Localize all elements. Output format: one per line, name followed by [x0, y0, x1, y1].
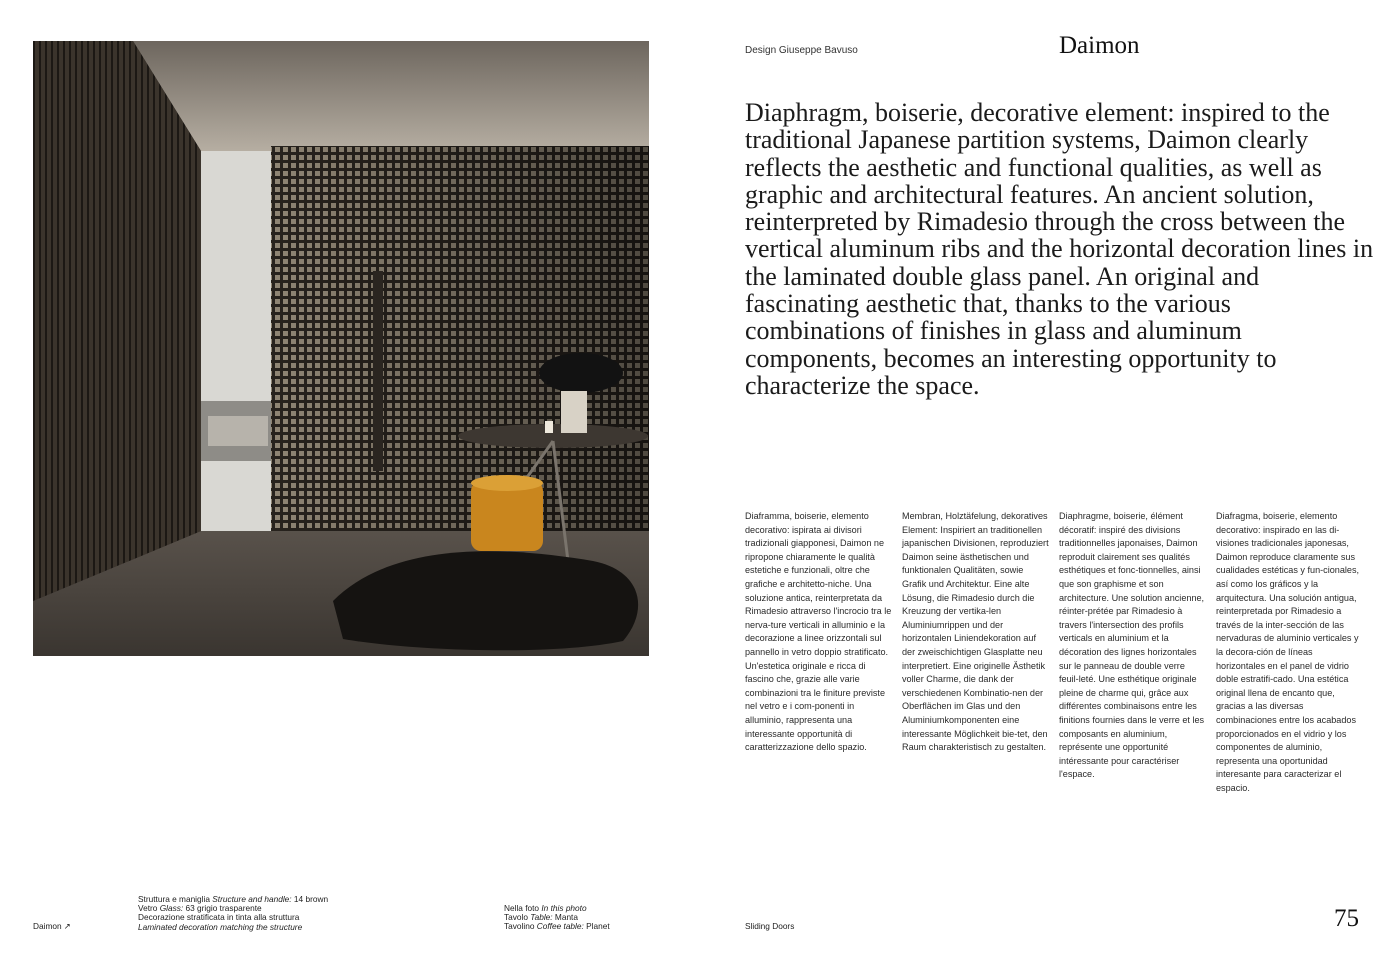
spec-value: 63 grigio trasparente: [185, 903, 262, 914]
interior-photo: [33, 41, 649, 656]
photo-label-it: Tavolino: [504, 921, 535, 932]
spec-label-en: Structure and handle:: [212, 894, 292, 904]
table-lamp: [539, 353, 623, 393]
designer-credit: Design Giuseppe Bavuso: [745, 45, 858, 56]
footer-photo-credits: [504, 904, 610, 932]
spec-line-decoration: Decorazione stratificata in tinta alla struttura: [138, 912, 300, 923]
photo-value: Planet: [586, 921, 610, 932]
photo-label-it: Tavolo: [504, 912, 528, 923]
text-column-italian: Diaframma, boiserie, elemento decorativo: ispirata ai divisori tradizionali giapponesi, Daimon ne ripropone chiaramente le qualità estetiche e funzionali, oltre che grafiche e architetto-niche. Una soluzione antica, reinterpretata da Rimadesio attraverso l'incrocio tra le nerva-ture verticali in alluminio e la decorazione a linee orizzontali sul pannello in vetro doppio stratificato. Un'estetica originale e ricca di fascino che, grazie alle varie combinazioni tra le finiture previste nel vetro e i com-ponenti in alluminio, rappresenta una interessante opportunità di caratterizzazione dello spazio.: [745, 511, 892, 753]
photo-value: Manta: [554, 912, 578, 923]
footer-specifications: [138, 895, 328, 932]
text-column-spanish: Diafragma, boiserie, elemento decorativo: inspirado en las di-visiones tradicionales japonesas, Daimon reproduce claramente sus cualidades estéticas y fun-cionales, así como los gráficos y la arquitectura. Una solución antigua, reinterpretada por Rimadesio a través de la inter-sección de las nervaduras de aluminio verticales y la decora-ción de líneas horizontales en el panel de vidrio doble estratifi-cado. Una estética original llena de encanto que, gracias a las diversas combinaciones entre los acabados proporcionados en el vidrio y los componentes de aluminio, representa una oportunidad interesante para caracterizar el espacio.: [1216, 511, 1360, 793]
footer-category: Sliding Doors: [745, 921, 795, 931]
photo-line-coffee-table: [504, 922, 610, 931]
spec-value: 14 brown: [293, 894, 329, 904]
spec-label-en: Laminated decoration matching the structure: [138, 921, 303, 932]
photo-label-en: Table:: [530, 912, 553, 923]
spec-label-it: Vetro: [138, 903, 158, 914]
spec-label-it: Struttura e maniglia: [138, 894, 210, 904]
spec-label-en: Glass:: [159, 903, 184, 914]
intro-paragraph: Diaphragm, boiserie, decorative element: inspired to the traditional Japanese partition systems, Daimon clearly reflects the aesthetic and functional qualities, as well as graphic and architectural features. An ancient solution, reinterpreted by Rimadesio through the cross between the vertical aluminum ribs and the horizontal decoration lines in the laminated double glass panel. An original and fascinating aesthetic that, thanks to the various combinations of finishes in glass and aluminum components, becomes an interesting opportunity to characterize the space.: [745, 98, 1374, 400]
window-opening: [201, 151, 281, 531]
footer-product-label: Daimon ↗: [33, 921, 71, 931]
spec-line-decoration-en: [138, 923, 328, 932]
photo-label-it: Nella foto: [504, 903, 540, 913]
product-title: Daimon: [1059, 32, 1140, 59]
page-number: 75: [1334, 905, 1359, 932]
photo-label-en: Coffee table:: [536, 921, 584, 932]
photo-label-en: In this photo: [541, 903, 587, 913]
yellow-stool: [471, 481, 543, 551]
text-column-german: Membran, Holztäfelung, dekoratives Element: Inspiriert an traditionellen japanischen Divisionen, reproduziert Daimon seine ästhetischen und funktionalen Qualitäten, sowie Grafik und Architektur. Eine alte Lösung, die Rimadesio durch die Kreuzung der vertika-len Aluminiumrippen und der horizontalen Liniendekoration auf der zweischichtigen Glasplatte neu interpretiert. Eine originelle Ästhetik voller Charme, die dank der verschiedenen Kombinatio-nen der Oberflächen im Glas und den Aluminiumkomponenten eine interessante Möglichkeit bie-tet, den Raum charakteristisch zu gestalten.: [902, 511, 1049, 753]
text-column-french: Diaphragme, boiserie, élément décoratif: inspiré des divisions traditionnelles japonaises, Daimon reproduit clairement ses qualités esthétiques et fonc-tionnelles, ainsi que son graphisme et son architecture. Une solution ancienne, réinter-prétée par Rimadesio à travers l'intersection des profils verticals en aluminium et la décoration des lignes horizontales sur le panneau de double verre feuil-leté. Une esthétique originale pleine de charme qui, grâce aux différentes combinaisons entre les finitions fournies dans le verre et les composants en aluminium, représente une opportunité intéressante pour caractériser l'espace.: [1059, 511, 1205, 780]
